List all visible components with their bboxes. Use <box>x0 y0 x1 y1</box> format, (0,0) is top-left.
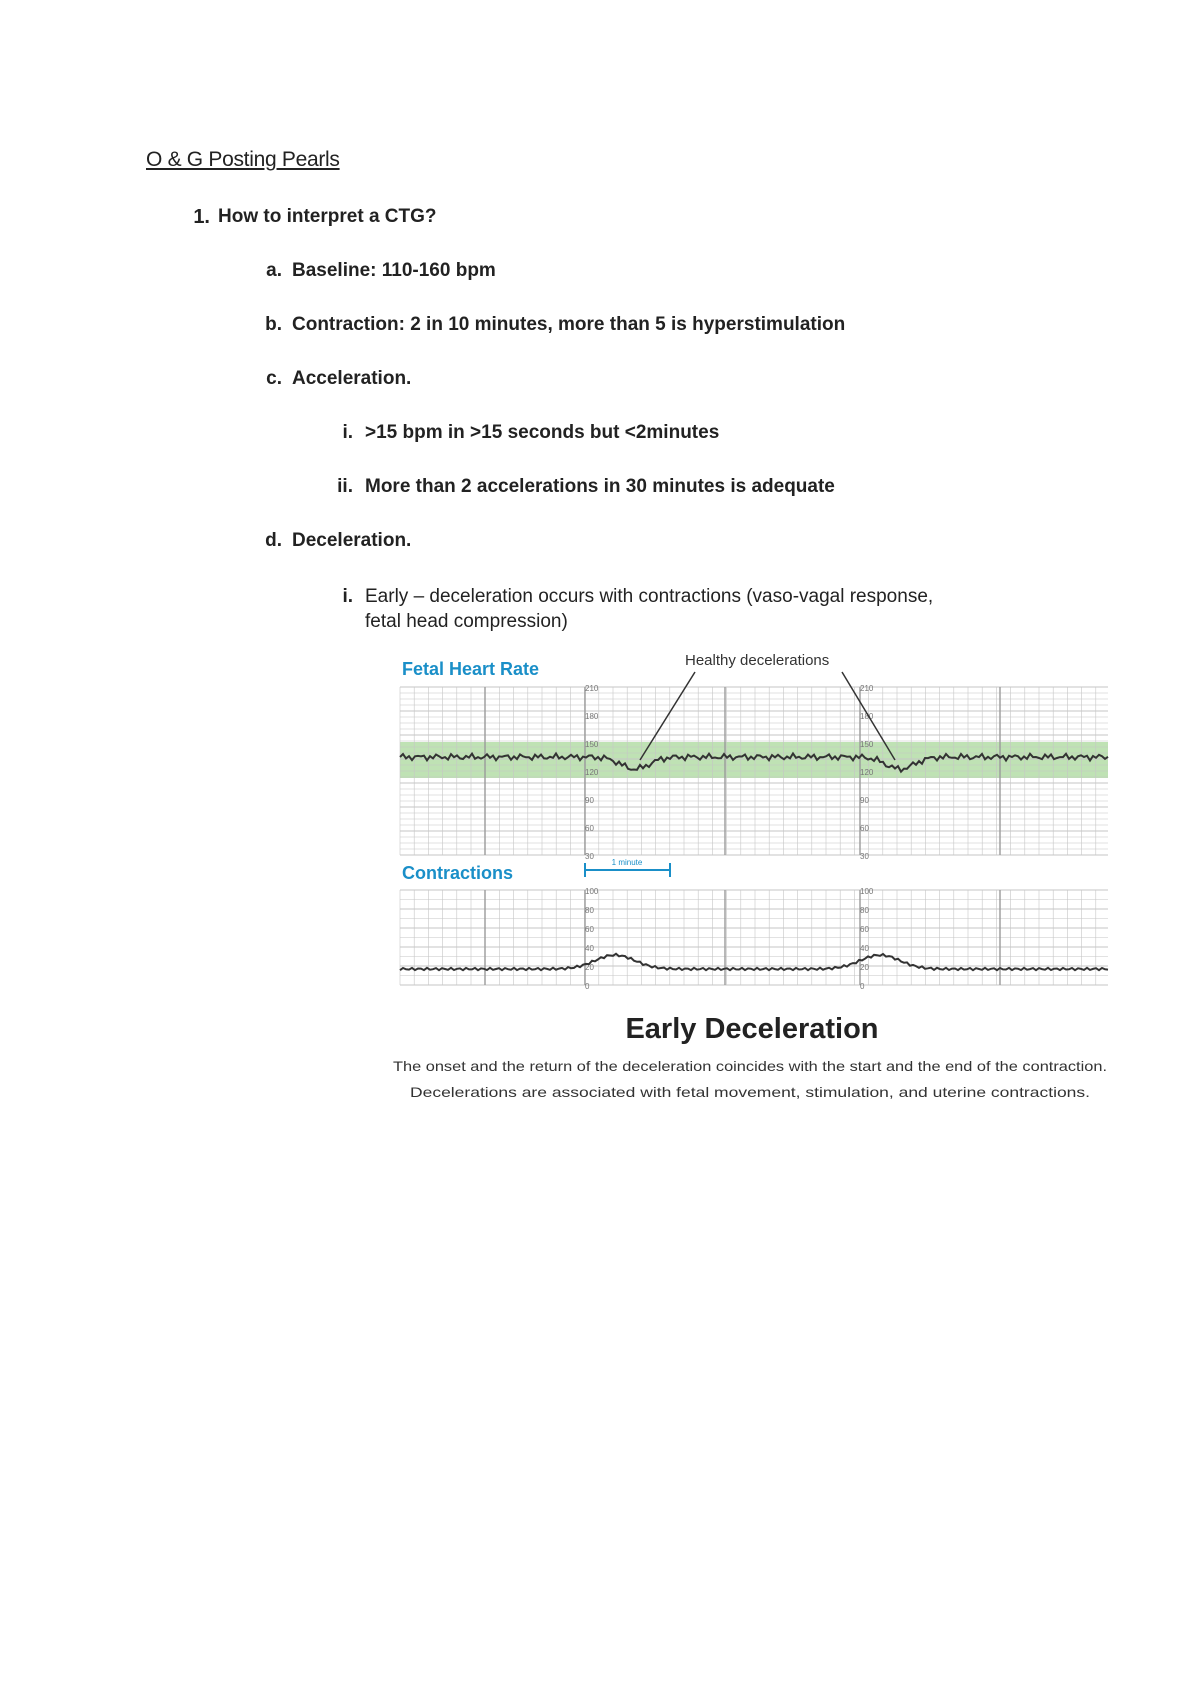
fhr-grid <box>400 687 1108 855</box>
list-marker: i. <box>342 422 353 443</box>
contractions-tick-label: 100 <box>860 887 874 896</box>
list-item-text: Baseline: 110-160 bpm <box>292 260 496 281</box>
fhr-tick-label: 210 <box>860 684 874 693</box>
fhr-tick-label: 180 <box>585 712 599 721</box>
list-marker: ii. <box>337 476 353 497</box>
fhr-tick-label: 90 <box>585 796 594 805</box>
fhr-tick-label: 90 <box>860 796 869 805</box>
list-item-contraction <box>265 314 846 336</box>
list-marker: d. <box>265 530 282 551</box>
list-item-early-deceleration <box>342 584 934 634</box>
list-item-text: More than 2 accelerations in 30 minutes is adequate <box>365 476 835 497</box>
list-marker: a. <box>266 260 282 281</box>
figure-title: Early Deceleration <box>625 1013 879 1045</box>
list-item-deceleration <box>265 530 412 552</box>
figure-caption-2: Decelerations are associated with fetal movement, stimulation, and uterine contractions. <box>410 1084 1090 1100</box>
list-marker: b. <box>265 314 282 335</box>
contractions-tick-label: 0 <box>860 982 865 991</box>
contractions-tick-label: 60 <box>585 925 594 934</box>
contractions-tick-label: 40 <box>585 944 594 953</box>
contractions-label: Contractions <box>402 863 514 883</box>
one-minute-label: 1 minute <box>611 858 643 867</box>
list-item-text-continued: fetal head compression) <box>365 611 568 632</box>
list-item-baseline <box>266 260 496 282</box>
fhr-tick-label: 120 <box>585 768 599 777</box>
ctg-figure-svg <box>390 645 1110 1110</box>
list-item-acceleration <box>266 368 412 390</box>
fhr-tick-label: 120 <box>860 768 874 777</box>
one-minute-scale-bar <box>585 858 670 877</box>
list-item-acceleration-adequacy <box>337 476 835 498</box>
question-item <box>193 206 437 228</box>
fhr-tick-label: 30 <box>860 852 869 861</box>
fhr-tick-label: 60 <box>860 824 869 833</box>
ctg-figure <box>390 645 1110 1110</box>
list-item-acceleration-criteria <box>342 422 720 444</box>
contractions-tick-label: 80 <box>585 906 594 915</box>
fhr-tick-label: 150 <box>860 740 874 749</box>
list-item-text: Deceleration. <box>292 530 412 551</box>
contractions-tick-label: 0 <box>585 982 590 991</box>
question-text: How to interpret a CTG? <box>218 206 437 227</box>
contractions-tick-label: 20 <box>585 963 594 972</box>
fhr-tick-label: 180 <box>860 712 874 721</box>
healthy-decelerations-annotation: Healthy decelerations <box>685 652 830 669</box>
contractions-tick-label: 80 <box>860 906 869 915</box>
list-marker: c. <box>266 368 282 389</box>
list-item-text: >15 bpm in >15 seconds but <2minutes <box>365 422 720 443</box>
contractions-tick-label: 60 <box>860 925 869 934</box>
list-marker: 1. <box>193 206 210 228</box>
list-marker: i. <box>342 586 353 607</box>
list-item-text: Early – deceleration occurs with contractions (vaso-vagal response, <box>365 586 934 607</box>
fhr-tick-label: 210 <box>585 684 599 693</box>
fhr-tick-label: 150 <box>585 740 599 749</box>
document-title: O & G Posting Pearls <box>146 148 340 171</box>
fhr-tick-label: 60 <box>585 824 594 833</box>
list-item-text: Acceleration. <box>292 368 412 389</box>
contractions-tick-label: 100 <box>585 887 599 896</box>
list-item-text: Contraction: 2 in 10 minutes, more than 5 is hyperstimulation <box>292 314 846 335</box>
fhr-tick-label: 30 <box>585 852 594 861</box>
contractions-tick-label: 20 <box>860 963 869 972</box>
figure-caption-1: The onset and the return of the deceleration coincides with the start and the end of the contraction. <box>393 1058 1107 1074</box>
contractions-tick-label: 40 <box>860 944 869 953</box>
fhr-label: Fetal Heart Rate <box>402 659 540 679</box>
